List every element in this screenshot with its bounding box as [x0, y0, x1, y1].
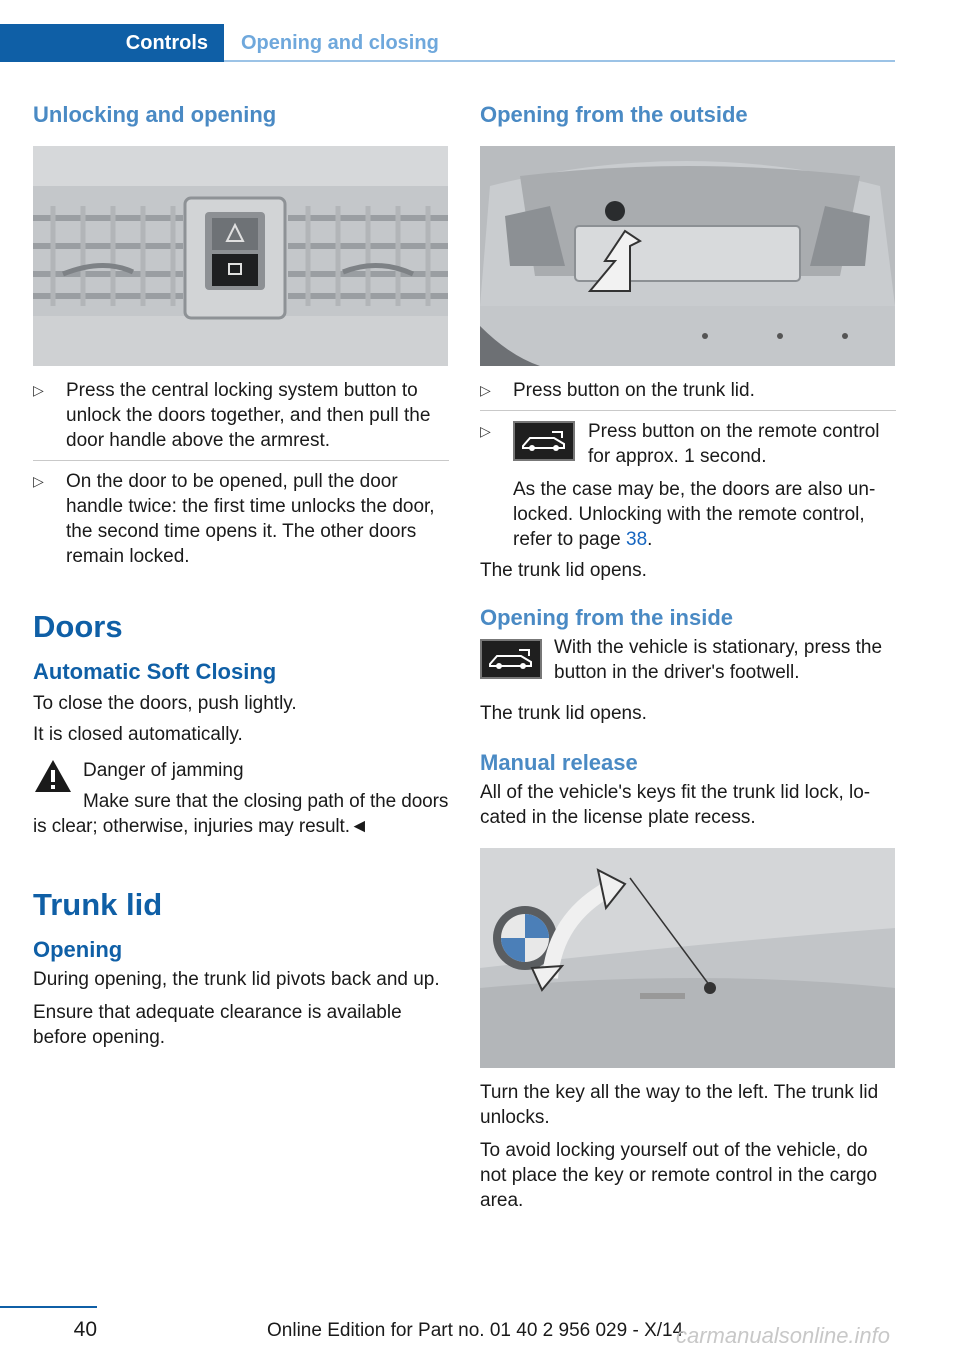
left-column: [33, 100, 449, 1050]
tab-controls[interactable]: Controls: [0, 24, 224, 62]
footer-divider: [0, 1306, 97, 1308]
trunk-opens-2: The trunk lid opens.: [480, 703, 647, 724]
warning-title: Danger of jamming: [83, 760, 244, 781]
outside-heading: Opening from the outside: [480, 102, 748, 127]
lockout-warning-text: To avoid locking yourself out of the vehicle, do not place the key or remote control in the cargo area.: [480, 1140, 878, 1211]
opening-p2: Ensure that adequate clearance is available before opening.: [33, 1002, 402, 1048]
edition-note: Online Edition for Part no. 01 40 2 956 029 - X/14: [267, 1320, 684, 1341]
trunk-button-icon: [513, 421, 575, 461]
doors-heading: Doors: [33, 609, 123, 644]
key-turn-text: Turn the key all the way to the left. The trunk lid unlocks.: [480, 1082, 879, 1128]
triangle-bullet-icon: ▷: [33, 382, 44, 398]
opening-heading: Opening: [33, 937, 123, 962]
trunk-lock-illustration: [480, 848, 895, 1068]
inside-text: With the vehicle is stationary, press the button in the driver's footwell.: [554, 637, 883, 683]
watermark-text: carmanualsonline.info: [676, 1323, 891, 1348]
trunk-opens-1: The trunk lid opens.: [480, 560, 647, 581]
soft-closing-p1: To close the doors, push lightly.: [33, 693, 297, 714]
opening-p1: During opening, the trunk lid pivots back and up.: [33, 969, 440, 990]
list-item-text: Press button on the remote control for approx. 1 second.: [588, 421, 880, 467]
soft-closing-heading: Automatic Soft Closing: [33, 659, 277, 684]
manual-release-text: All of the vehicle's keys fit the trunk lid lock, located in the license plate recess.: [480, 782, 871, 828]
list-item-text: Press the central locking system button to unlock the doors together, and then pull the door handle above the armrest.: [66, 380, 431, 451]
section-title: Opening and closing: [241, 32, 439, 54]
remote-unlock-note: [513, 477, 896, 552]
triangle-bullet-icon: ▷: [480, 423, 491, 439]
manual-release-heading: Manual release: [480, 750, 638, 775]
inside-heading: Opening from the inside: [480, 605, 734, 630]
trunk-lid-illustration: [480, 146, 895, 366]
divider: [480, 410, 896, 411]
list-item: [480, 378, 896, 403]
warning-triangle-icon: [33, 758, 73, 794]
unlocking-heading: Unlocking and opening: [33, 102, 277, 127]
list-item: [33, 469, 449, 569]
warning-box: [33, 758, 449, 783]
list-item: [480, 419, 896, 552]
unlock-button-illustration: [33, 146, 448, 366]
warning-text: Make sure that the closing path of the doors is clear; otherwise, injuries may result.◄: [33, 791, 449, 837]
triangle-bullet-icon: ▷: [33, 473, 44, 489]
trunk-footwell-button-icon: [480, 639, 542, 679]
soft-closing-p2: It is closed automatically.: [33, 724, 243, 745]
list-item: [33, 378, 449, 453]
right-column: [480, 100, 896, 1213]
triangle-bullet-icon: ▷: [480, 382, 491, 398]
outside-steps: [480, 378, 896, 552]
inside-block: [480, 635, 896, 685]
list-item-text: On the door to be opened, pull the door handle twice: the first time unlocks the door, the second time opens it. The other doors remain locked.: [66, 471, 435, 567]
note-end: .: [647, 529, 653, 550]
header-divider: [224, 60, 895, 62]
list-item-text: Press button on the trunk lid.: [513, 380, 755, 401]
note-text: As the case may be, the doors are also unlocked. Unlocking with the remote control, refer to page: [513, 479, 876, 550]
page-number: 40: [73, 1318, 97, 1341]
trunk-lid-heading: Trunk lid: [33, 887, 163, 922]
page-link[interactable]: 38: [626, 529, 648, 550]
page-header: [0, 24, 895, 62]
unlock-steps: [33, 378, 449, 569]
divider: [33, 460, 449, 461]
